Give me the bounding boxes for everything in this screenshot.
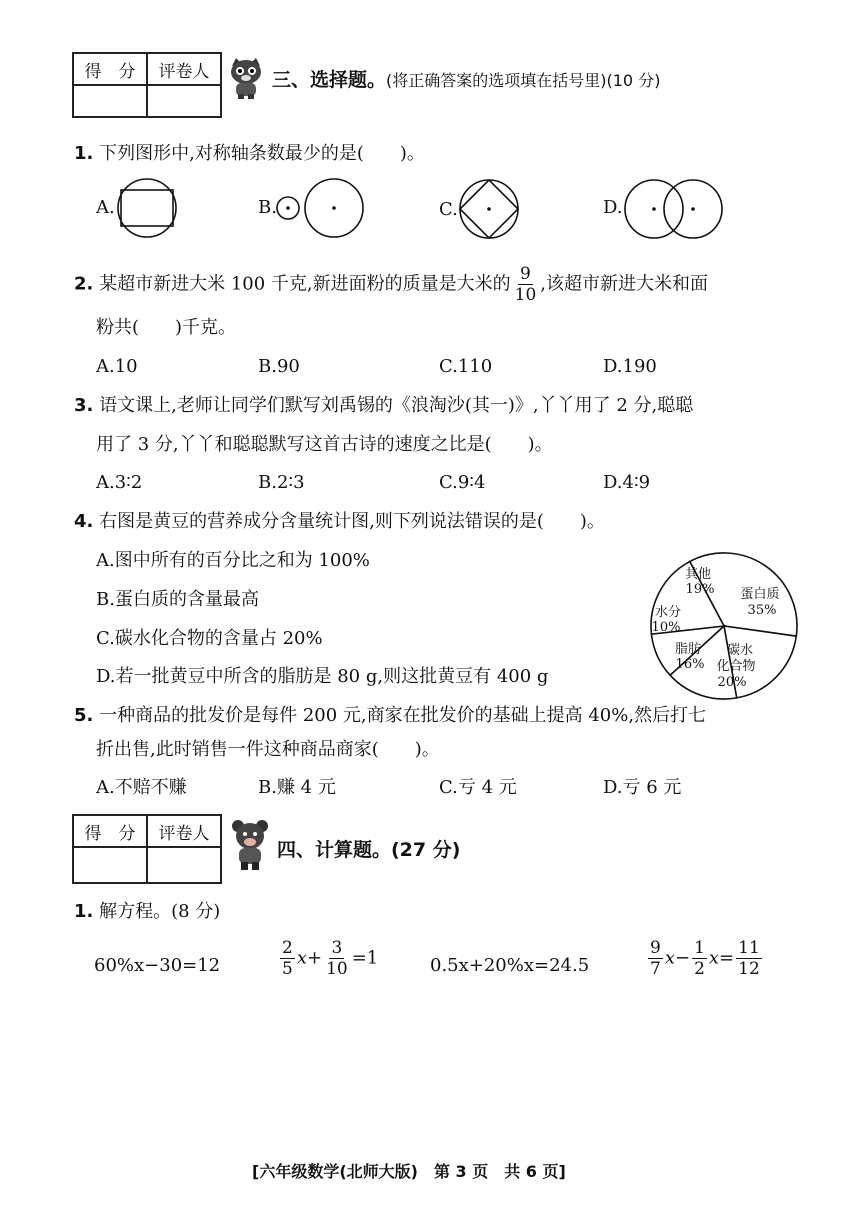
eq2-f2-numerator: 3 — [331, 938, 343, 958]
q5-option-c: C.亏 4 元 — [439, 777, 517, 798]
q4-option-b: B.蛋白质的含量最高 — [96, 589, 259, 610]
q2-number: 2. — [74, 273, 94, 295]
calc1-number: 1. — [74, 901, 94, 922]
equation-4 — [646, 938, 764, 979]
q1-option-d-label: D. — [603, 197, 623, 218]
pie-label-other-name: 其他 — [684, 567, 712, 582]
q5-option-a: A.不赔不赚 — [96, 777, 187, 798]
q2-line2: 粉共( )千克。 — [96, 317, 237, 338]
grader-header: 评卷人 — [147, 815, 221, 847]
q1-line — [74, 142, 425, 166]
eq2-fraction-2 — [324, 938, 350, 979]
score-cell[interactable] — [73, 85, 147, 117]
score-cell[interactable] — [73, 847, 147, 883]
eq4-mid2: x= — [708, 947, 735, 969]
q1-option-b-label: B. — [258, 197, 277, 218]
pie-label-carb-name1: 碳水 — [726, 643, 754, 658]
page-footer: [六年级数学(北师大版) 第 3 页 共 6 页] — [252, 1162, 566, 1181]
q2-option-c: C.110 — [439, 356, 493, 377]
pie-label-fat-name: 脂肪 — [674, 642, 702, 657]
grader-cell[interactable] — [147, 85, 221, 117]
q4-number: 4. — [74, 511, 94, 532]
q5-line1 — [74, 704, 706, 728]
section3-note: (将正确答案的选项填在括号里)(10 分) — [386, 71, 661, 90]
grader-cell[interactable] — [147, 847, 221, 883]
q2-line1 — [74, 264, 708, 305]
pie-label-protein-name: 蛋白质 — [740, 587, 780, 602]
q2-fraction-numerator: 9 — [520, 264, 531, 284]
q4-option-d: D.若一批黄豆中所含的脂肪是 80 g,则这批黄豆有 400 g — [96, 666, 549, 687]
q5-option-b: B.赚 4 元 — [258, 777, 336, 798]
q2-text-a: 某超市新进大米 100 千克,新进面粉的质量是大米的 — [99, 273, 511, 295]
eq4-f1-numerator: 9 — [650, 938, 661, 958]
calc1-line — [74, 900, 220, 924]
eq2-end: =1 — [351, 947, 379, 969]
q2-text-b: ,该超市新进大米和面 — [540, 273, 709, 295]
eq4-f3-denominator: 12 — [738, 959, 760, 979]
score-table-section4 — [72, 814, 222, 884]
eq4-f2-numerator: 1 — [694, 938, 705, 958]
q1-number: 1. — [74, 143, 94, 164]
pie-label-other-pct: 19% — [685, 582, 715, 597]
q5-line2: 折出售,此时销售一件这种商品商家( )。 — [96, 739, 440, 760]
pie-label-carb-name2: 化合物 — [716, 659, 756, 674]
eq4-fraction-1 — [648, 938, 663, 979]
q5-number: 5. — [74, 705, 94, 726]
pie-label-water-name: 水分 — [654, 605, 682, 620]
q3-number: 3. — [74, 395, 94, 416]
q3-text-line1: 语文课上,老师让同学们默写刘禹锡的《浪淘沙(其一)》,丫丫用了 2 分,聪聪 — [99, 395, 694, 416]
grader-header: 评卷人 — [147, 53, 221, 85]
q1-figure-c — [457, 178, 521, 240]
eq2-f2-denominator: 10 — [326, 959, 348, 979]
q4-option-a: A.图中所有的百分比之和为 100% — [96, 550, 370, 571]
score-header: 得 分 — [73, 815, 147, 847]
q1-figure-a — [114, 177, 180, 239]
equation-1: 60%x−30=12 — [94, 955, 221, 976]
q2-fraction — [513, 264, 539, 305]
eq4-f3-numerator: 11 — [738, 938, 760, 958]
eq2-fraction-1 — [280, 938, 295, 979]
section3-heading — [272, 68, 660, 93]
eq4-fraction-2 — [692, 938, 707, 979]
q4-option-c: C.碳水化合物的含量占 20% — [96, 628, 323, 649]
q1-option-c-label: C. — [439, 199, 458, 220]
q5-text-line1: 一种商品的批发价是每件 200 元,商家在批发价的基础上提高 40%,然后打七 — [99, 705, 707, 726]
equation-3: 0.5x+20%x=24.5 — [430, 955, 590, 976]
bear-mascot-icon — [230, 818, 270, 872]
calc1-text: 解方程。(8 分) — [99, 901, 221, 922]
q1-figure-b — [274, 178, 366, 238]
q3-option-c: C.9∶4 — [439, 472, 486, 493]
pie-label-protein-pct: 35% — [747, 603, 777, 618]
eq4-mid: x− — [664, 947, 691, 969]
score-table-section3 — [72, 52, 222, 118]
eq4-f1-denominator: 7 — [650, 959, 661, 979]
q4-text: 右图是黄豆的营养成分含量统计图,则下列说法错误的是( )。 — [99, 511, 605, 532]
q2-option-b: B.90 — [258, 356, 300, 377]
q3-option-b: B.2∶3 — [258, 472, 305, 493]
q2-option-a: A.10 — [96, 356, 138, 377]
soybean-nutrition-pie-chart — [648, 550, 800, 702]
score-header: 得 分 — [73, 53, 147, 85]
equation-2 — [278, 938, 378, 979]
q1-figure-d — [621, 178, 725, 240]
eq2-f1-denominator: 5 — [282, 959, 293, 979]
eq2-f1-numerator: 2 — [282, 938, 293, 958]
q5-option-d: D.亏 6 元 — [603, 777, 682, 798]
q1-option-a-label: A. — [96, 197, 115, 218]
q3-line2: 用了 3 分,丫丫和聪聪默写这首古诗的速度之比是( )。 — [96, 434, 553, 455]
eq2-mid: x+ — [296, 947, 323, 969]
section4-heading: 四、计算题。(27 分) — [277, 839, 461, 861]
pie-label-water-pct: 10% — [651, 620, 681, 635]
pie-label-carb-pct: 20% — [717, 675, 747, 690]
q3-option-a: A.3∶2 — [96, 472, 143, 493]
q1-text: 下列图形中,对称轴条数最少的是( )。 — [99, 143, 425, 164]
eq4-fraction-3 — [736, 938, 762, 979]
cat-mascot-icon — [226, 56, 266, 100]
q2-fraction-denominator: 10 — [514, 285, 537, 305]
section3-title: 三、选择题。 — [272, 69, 387, 91]
q4-line — [74, 510, 605, 534]
eq4-f2-denominator: 2 — [694, 959, 705, 979]
q3-option-d: D.4∶9 — [603, 472, 651, 493]
q2-option-d: D.190 — [603, 356, 657, 377]
pie-label-fat-pct: 16% — [675, 657, 705, 672]
q3-line1 — [74, 394, 693, 418]
